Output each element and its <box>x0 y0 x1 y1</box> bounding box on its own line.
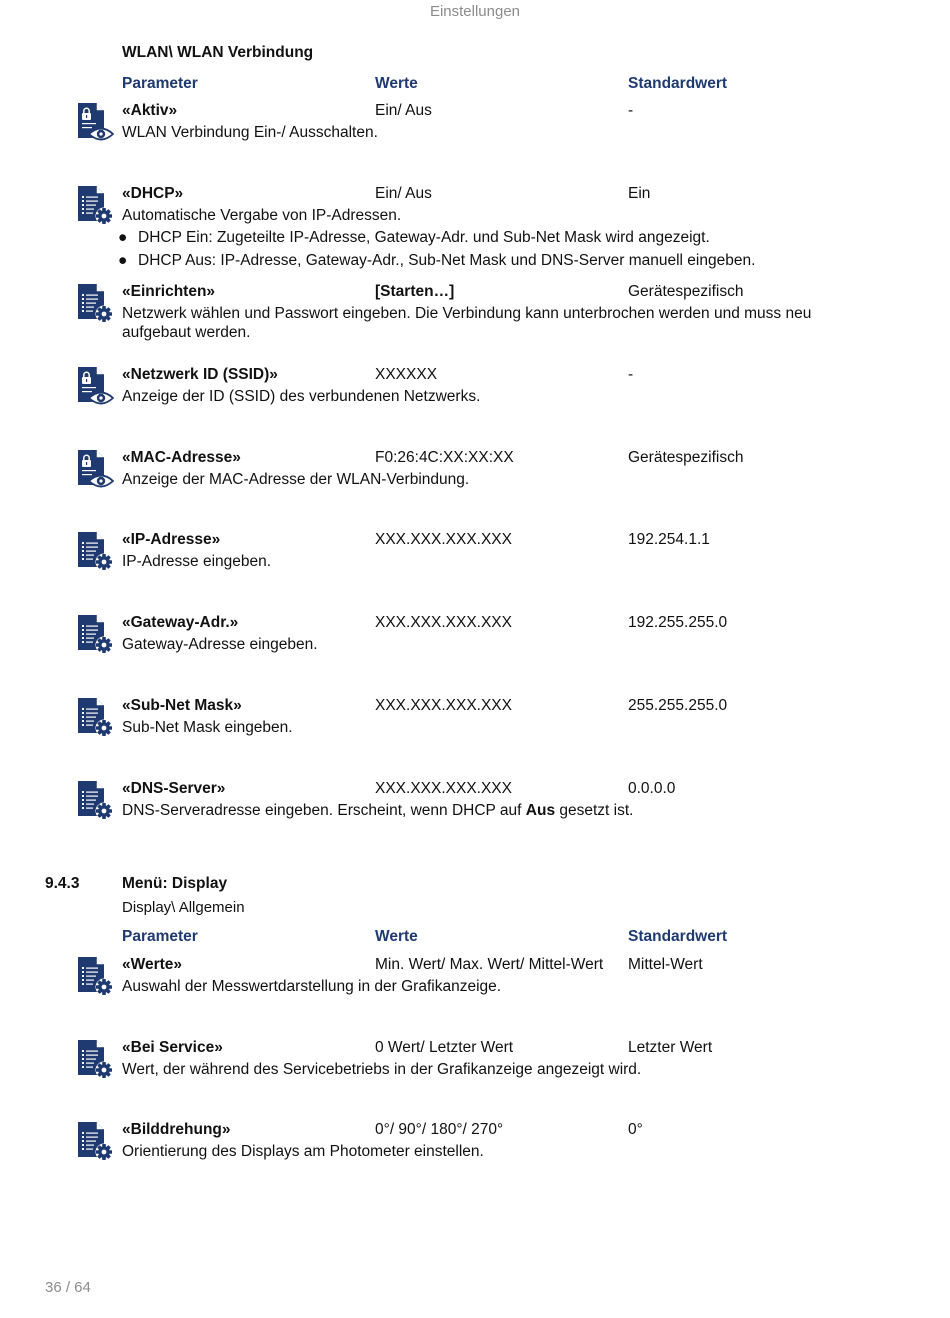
lock-eye-document-icon <box>76 102 114 142</box>
param-values: XXX.XXX.XXX.XXX <box>375 614 512 631</box>
param-description: IP-Adresse eingeben. <box>122 553 272 570</box>
param-default: 255.255.255.0 <box>628 697 728 714</box>
param-name: «DNS-Server» <box>122 780 226 797</box>
param-name: «MAC-Adresse» <box>122 449 241 466</box>
section-subtitle: Display\ Allgemein <box>122 899 245 916</box>
gear-document-icon <box>76 531 114 571</box>
gear-document-icon <box>76 697 114 737</box>
bullet-item: ● DHCP Aus: IP-Adresse, Gateway-Adr., Sub-Net Mask und DNS-Server manuell eingeben. <box>118 252 756 269</box>
section-title: Menü: Display <box>122 875 228 892</box>
param-name: «Bei Service» <box>122 1039 223 1056</box>
column-header-default: Standardwert <box>628 928 728 945</box>
gear-document-icon <box>76 1121 114 1161</box>
param-name: «Bilddrehung» <box>122 1121 231 1138</box>
param-values: XXXXXX <box>375 366 438 383</box>
param-values: XXX.XXX.XXX.XXX <box>375 531 512 548</box>
column-header-values: Werte <box>375 928 418 945</box>
param-name: «Gateway-Adr.» <box>122 614 239 631</box>
gear-document-icon <box>76 283 114 323</box>
param-values: 0 Wert/ Letzter Wert <box>375 1039 514 1056</box>
param-default: 0° <box>628 1121 643 1138</box>
param-description: WLAN Verbindung Ein-/ Ausschalten. <box>122 124 378 141</box>
param-name: «DHCP» <box>122 185 184 202</box>
param-values: Min. Wert/ Max. Wert/ Mittel-Wert <box>375 956 604 973</box>
param-description: DNS-Serveradresse eingeben. Erscheint, wenn DHCP auf Aus gesetzt ist. <box>122 802 634 819</box>
gear-document-icon <box>76 185 114 225</box>
param-name: «Aktiv» <box>122 102 178 119</box>
param-default: 192.255.255.0 <box>628 614 728 631</box>
param-description: Netzwerk wählen und Passwort eingeben. Die Verbindung kann unterbrochen werden und muss neu aufgebaut werden. <box>122 305 812 341</box>
param-name: «Einrichten» <box>122 283 216 300</box>
param-description: Anzeige der ID (SSID) des verbundenen Netzwerks. <box>122 388 481 405</box>
param-values: F0:26:4C:XX:XX:XX <box>375 449 514 466</box>
param-name: «Netzwerk ID (SSID)» <box>122 366 278 383</box>
param-default: Mittel-Wert <box>628 956 703 973</box>
param-name: «Werte» <box>122 956 183 973</box>
param-default: 192.254.1.1 <box>628 531 710 548</box>
param-default: Gerätespezifisch <box>628 449 744 466</box>
column-header-parameter: Parameter <box>122 75 198 92</box>
param-values: Ein/ Aus <box>375 185 432 202</box>
param-default: - <box>628 102 634 119</box>
gear-document-icon <box>76 956 114 996</box>
param-values: XXX.XXX.XXX.XXX <box>375 780 512 797</box>
param-values: 0°/ 90°/ 180°/ 270° <box>375 1121 504 1138</box>
param-values: [Starten…] <box>375 283 455 300</box>
param-description: Anzeige der MAC-Adresse der WLAN-Verbindung. <box>122 471 470 488</box>
param-default: 0.0.0.0 <box>628 780 676 797</box>
param-default: Letzter Wert <box>628 1039 713 1056</box>
page-header: Einstellungen <box>429 3 521 20</box>
param-description: Auswahl der Messwertdarstellung in der Grafikanzeige. <box>122 978 502 995</box>
param-default: Ein <box>628 185 651 202</box>
param-description: Gateway-Adresse eingeben. <box>122 636 318 653</box>
param-description: Automatische Vergabe von IP-Adressen. <box>122 207 402 224</box>
bullet-item: ● DHCP Ein: Zugeteilte IP-Adresse, Gateway-Adr. und Sub-Net Mask wird angezeigt. <box>118 229 710 246</box>
param-values: Ein/ Aus <box>375 102 432 119</box>
section-number: 9.4.3 <box>45 875 80 892</box>
page-number: 36 / 64 <box>45 1279 91 1296</box>
param-name: «IP-Adresse» <box>122 531 221 548</box>
param-default: Gerätespezifisch <box>628 283 744 300</box>
gear-document-icon <box>76 614 114 654</box>
lock-eye-document-icon <box>76 449 114 489</box>
param-description: Wert, der während des Servicebetriebs in der Grafikanzeige angezeigt wird. <box>122 1061 642 1078</box>
column-header-parameter: Parameter <box>122 928 198 945</box>
gear-document-icon <box>76 1039 114 1079</box>
param-description: Orientierung des Displays am Photometer einstellen. <box>122 1143 484 1160</box>
column-header-values: Werte <box>375 75 418 92</box>
param-values: XXX.XXX.XXX.XXX <box>375 697 512 714</box>
section-title: WLAN\ WLAN Verbindung <box>122 44 314 61</box>
lock-eye-document-icon <box>76 366 114 406</box>
param-name: «Sub-Net Mask» <box>122 697 242 714</box>
param-default: - <box>628 366 634 383</box>
gear-document-icon <box>76 780 114 820</box>
column-header-default: Standardwert <box>628 75 728 92</box>
param-description: Sub-Net Mask eingeben. <box>122 719 293 736</box>
